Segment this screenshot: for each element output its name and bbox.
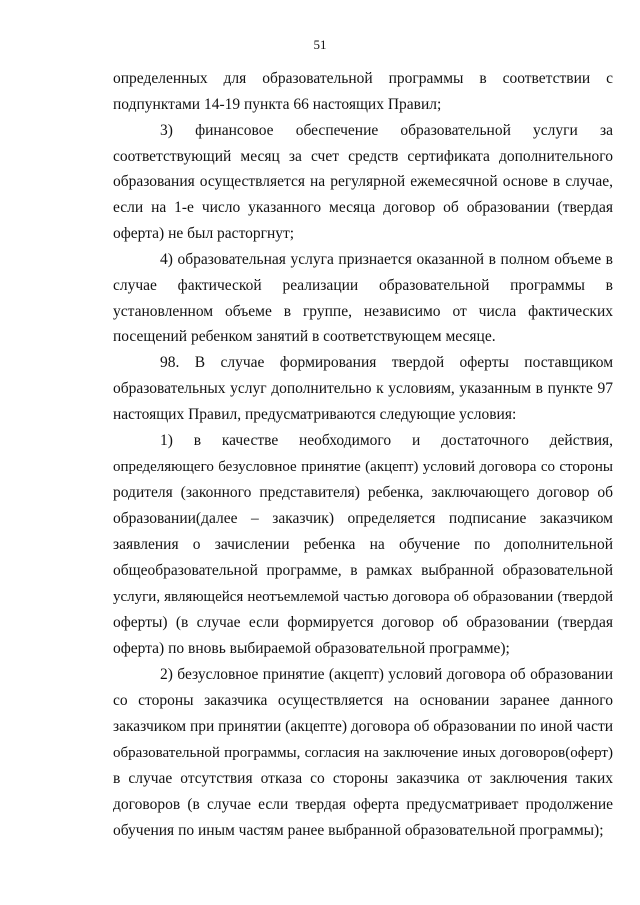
text-line: образовании(далее – заказчик) определяется подписание заказчиком [113, 510, 613, 527]
text-line: 1) в качестве необходимого и достаточного действия, [160, 432, 613, 449]
text-line: подпунктами 14-19 пункта 66 настоящих Правил; [113, 96, 442, 113]
text-line: случае фактической реализации образовательной программы в [113, 277, 613, 294]
text-line: оферты) (в случае если формируется договор об образовании (твердая [113, 614, 613, 631]
text-line: настоящих Правил, предусматриваются следующие условия: [113, 406, 517, 423]
text-line: если на 1-е число указанного месяца договор об образовании (твердая [113, 199, 613, 216]
text-line: родителя (законного представителя) ребенка, заключающего договор об [113, 484, 613, 501]
text-line: заказчиком при принятии (акцепте) договора об образовании по иной части [113, 718, 614, 735]
text-line: общеобразовательной программе, в рамках выбранной образовательной [113, 562, 613, 579]
text-line: образования осуществляется на регулярной ежемесячной основе в случае, [113, 173, 613, 190]
text-line: со стороны заказчика осуществляется на основании заранее данного [113, 692, 613, 709]
text-line: обучения по иным частям ранее выбранной образовательной программы); [113, 822, 604, 839]
text-line: соответствующий месяц за счет средств сертификата дополнительного [113, 148, 613, 165]
text-line: в случае отсутствия отказа со стороны заказчика от заключения таких [113, 770, 613, 787]
page-number: 51 [313, 37, 327, 52]
text-line: оферта) по вновь выбираемой образовательной программе); [113, 640, 510, 657]
text-line: установленном объеме в группе, независимо от числа фактических [113, 303, 613, 320]
text-line: 3) финансовое обеспечение образовательной услуги за [160, 122, 613, 139]
text-line: посещений ребенком занятий в соответствующем месяце. [113, 328, 496, 345]
text-line: образовательных услуг дополнительно к условиям, указанным в пункте 97 [113, 380, 613, 397]
text-line: заявления о зачислении ребенка на обучение по дополнительной [113, 536, 613, 553]
text-line: 98. В случае формирования твердой оферты поставщиком [160, 354, 613, 371]
text-line: договоров (в случае если твердая оферта предусматривает продолжение [113, 796, 613, 813]
text-line: образовательной программы, согласия на заключение иных договоров(оферт) [113, 745, 613, 761]
text-line: 4) образовательная услуга признается оказанной в полном объеме в [160, 251, 613, 268]
text-line: оферта) не был расторгнут; [113, 225, 295, 242]
text-line: услуги, являющейся неотъемлемой частью договора об образовании (твердой [113, 589, 613, 605]
text-line: определяющего безусловное принятие (акцепт) условий договора со стороны [113, 459, 613, 475]
text-line: определенных для образовательной программы в соответствии с [113, 70, 613, 87]
text-line: 2) безусловное принятие (акцепт) условий договора об образовании [160, 666, 613, 683]
